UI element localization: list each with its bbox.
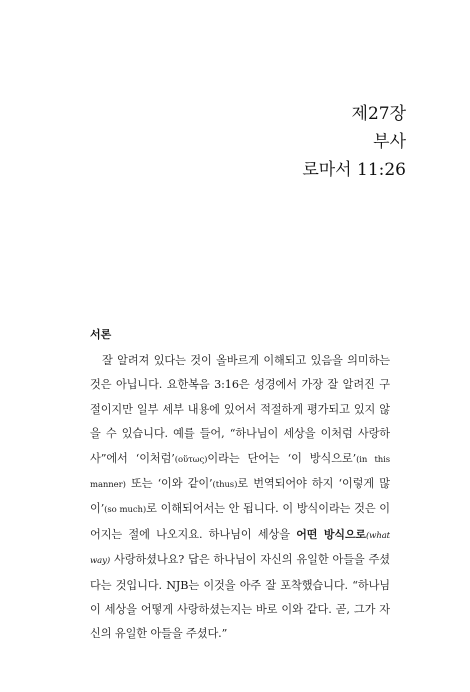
chapter-heading: [302, 100, 406, 184]
chapter-title: 부사: [373, 132, 406, 152]
introduction-section: [90, 327, 390, 647]
emphasized-phrase: 어떤 방식으로: [296, 527, 366, 541]
text-segment: 또는 ‘이와 같이’: [125, 477, 213, 491]
text-segment: 잘 알려져 있다는 것이 올바르게 이해되고 있음을 의미하는 것은 아닙니다. 요한복음 3:16은 성경에서 가장 잘 알려진 구절이지만 일부 세부 내용에 있어서 적절하게 평가되고 있지 않을 수 있습니다. 예를 들어, “하나님이 세상을 이처럼 사랑하사”에서 ‘이처럼’: [90, 354, 390, 465]
chapter-number: 제27장: [351, 104, 406, 124]
text-segment: 이라는 단어는 ‘이 방식으로’: [207, 451, 357, 465]
scripture-reference: 로마서 11:26: [302, 160, 406, 180]
text-segment: 사랑하셨나요? 답은 하나님이 자신의 유일한 아들을 주셨다는 것입니다. NJB는 이것을 아주 잘 포착했습니다. “하나님이 세상을 어떻게 사랑하셨는지는 바로 이와 같다. 곧, 그가 자신의 유일한 아들을 주셨다.”: [90, 553, 390, 641]
english-gloss-italic: (what way): [90, 530, 390, 567]
english-gloss: (so much): [104, 505, 147, 516]
english-gloss: (in this manner): [90, 454, 391, 491]
section-title: 서론: [90, 328, 112, 341]
text-segment: 로 이해되어서는 안 됩니다. 이 방식이라는 것은 이어지는 절에 나오지요. 하나님이 세상을: [90, 502, 391, 541]
text-segment: 로 번역되어야 하지 ‘이렇게 많이’: [90, 477, 390, 516]
english-gloss: (thus): [212, 480, 238, 491]
greek-word: (οὕτως): [174, 454, 208, 465]
body-paragraph: [90, 349, 390, 647]
